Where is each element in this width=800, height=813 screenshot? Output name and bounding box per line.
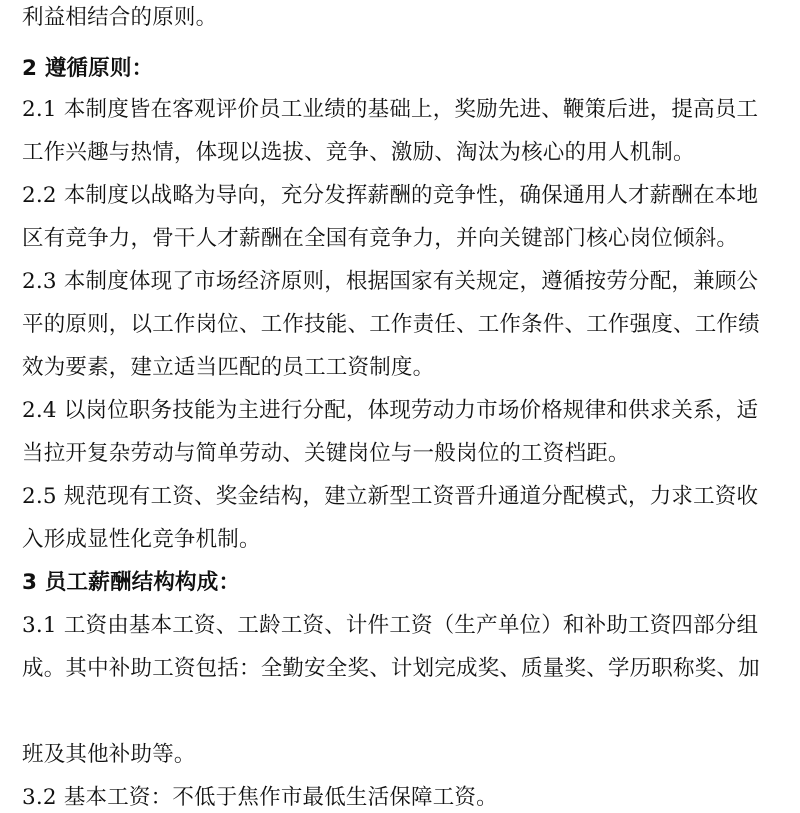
text-line: 区有竞争力，骨干人才薪酬在全国有竞争力，并向关键部门核心岗位倾斜。 <box>22 226 739 251</box>
text-line: 2.2 本制度以战略为导向，充分发挥薪酬的竞争性，确保通用人才薪酬在本地 <box>22 183 759 208</box>
text-line: 平的原则，以工作岗位、工作技能、工作责任、工作条件、工作强度、工作绩 <box>22 312 760 337</box>
text-line: 工作兴趣与热情，体现以选拔、竞争、激励、淘汰为核心的用人机制。 <box>22 140 695 165</box>
section-heading: 2 遵循原则： <box>22 56 154 81</box>
text-line: 效为要素，建立适当匹配的员工工资制度。 <box>22 355 435 380</box>
text-line: 3.2 基本工资：不低于焦作市最低生活保障工资。 <box>22 785 498 810</box>
text-line: 2.3 本制度体现了市场经济原则，根据国家有关规定，遵循按劳分配，兼顾公 <box>22 269 759 294</box>
text-line: 入形成显性化竞争机制。 <box>22 527 261 552</box>
text-line: 2.4 以岗位职务技能为主进行分配，体现劳动力市场价格规律和供求关系，适 <box>22 398 759 423</box>
section-heading: 3 员工薪酬结构构成： <box>22 570 241 595</box>
text-line: 成。其中补助工资包括：全勤安全奖、计划完成奖、质量奖、学历职称奖、加 <box>22 656 760 681</box>
text-line: 利益相结合的原则。 <box>22 5 218 30</box>
text-line: 2.1 本制度皆在客观评价员工业绩的基础上，奖励先进、鞭策后进，提高员工 <box>22 97 759 122</box>
text-line: 2.5 规范现有工资、奖金结构，建立新型工资晋升通道分配模式，力求工资收 <box>22 484 759 509</box>
text-line: 班及其他补助等。 <box>22 742 196 767</box>
text-line: 3.1 工资由基本工资、工龄工资、计件工资（生产单位）和补助工资四部分组 <box>22 613 759 638</box>
text-line: 当拉开复杂劳动与简单劳动、关键岗位与一般岗位的工资档距。 <box>22 441 630 466</box>
